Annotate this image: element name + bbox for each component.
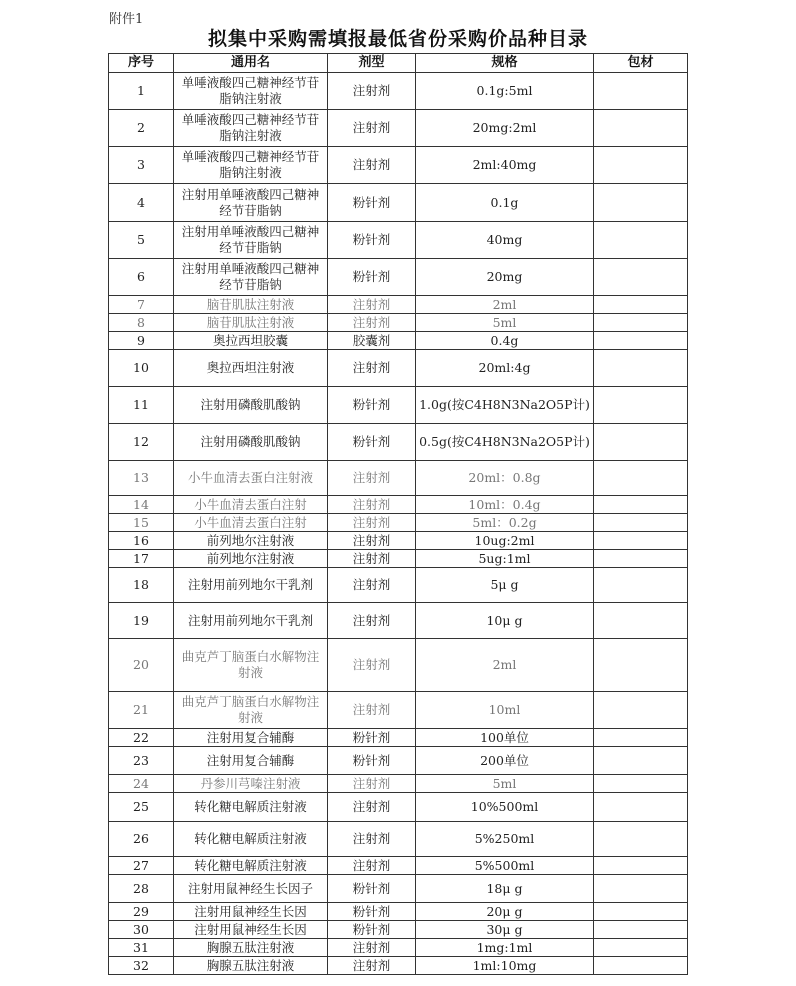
cell-packaging	[594, 639, 688, 692]
cell-dosage-form: 注射剂	[328, 857, 416, 875]
cell-packaging	[594, 314, 688, 332]
cell-packaging	[594, 822, 688, 857]
table-row	[109, 514, 688, 532]
cell-dosage-form: 注射剂	[328, 314, 416, 332]
table-row	[109, 184, 688, 222]
cell-specification: 2ml:40mg	[416, 147, 594, 184]
cell-generic-name: 丹参川芎嗪注射液	[174, 775, 328, 793]
cell-serial-no: 20	[109, 639, 174, 692]
cell-specification: 1mg:1ml	[416, 939, 594, 957]
cell-serial-no: 16	[109, 532, 174, 550]
cell-generic-name: 注射用鼠神经生长因	[174, 903, 328, 921]
cell-dosage-form: 注射剂	[328, 793, 416, 822]
cell-packaging	[594, 857, 688, 875]
cell-generic-name: 单唾液酸四己糖神经节苷脂钠注射液	[174, 73, 328, 110]
cell-packaging	[594, 921, 688, 939]
cell-generic-name: 转化糖电解质注射液	[174, 822, 328, 857]
cell-specification: 1ml:10mg	[416, 957, 594, 975]
cell-packaging	[594, 259, 688, 296]
cell-generic-name: 小牛血清去蛋白注射液	[174, 461, 328, 496]
table-row	[109, 793, 688, 822]
cell-generic-name: 小牛血清去蛋白注射	[174, 514, 328, 532]
cell-packaging	[594, 350, 688, 387]
cell-generic-name: 曲克芦丁脑蛋白水解物注射液	[174, 692, 328, 729]
table-row	[109, 822, 688, 857]
header-packaging: 包材	[594, 54, 688, 73]
cell-generic-name: 注射用磷酸肌酸钠	[174, 387, 328, 424]
cell-generic-name: 胸腺五肽注射液	[174, 939, 328, 957]
header-serial-no: 序号	[109, 54, 174, 73]
cell-packaging	[594, 775, 688, 793]
document-title: 拟集中采购需填报最低省份采购价品种目录	[207, 28, 588, 50]
cell-generic-name: 胸腺五肽注射液	[174, 957, 328, 975]
table-row	[109, 296, 688, 314]
cell-specification: 200单位	[416, 747, 594, 775]
table-row	[109, 957, 688, 975]
table-row	[109, 639, 688, 692]
table-row	[109, 903, 688, 921]
cell-specification: 2ml	[416, 296, 594, 314]
cell-dosage-form: 粉针剂	[328, 424, 416, 461]
cell-packaging	[594, 496, 688, 514]
table-row	[109, 332, 688, 350]
cell-dosage-form: 粉针剂	[328, 222, 416, 259]
cell-dosage-form: 注射剂	[328, 957, 416, 975]
cell-dosage-form: 注射剂	[328, 775, 416, 793]
table-row	[109, 461, 688, 496]
table-row	[109, 692, 688, 729]
table-row	[109, 550, 688, 568]
table-row	[109, 259, 688, 296]
table-row	[109, 857, 688, 875]
cell-generic-name: 注射用前列地尔干乳剂	[174, 603, 328, 639]
cell-serial-no: 31	[109, 939, 174, 957]
cell-dosage-form: 注射剂	[328, 939, 416, 957]
table-row	[109, 147, 688, 184]
cell-dosage-form: 注射剂	[328, 639, 416, 692]
cell-generic-name: 注射用单唾液酸四己糖神经节苷脂钠	[174, 222, 328, 259]
cell-packaging	[594, 110, 688, 147]
cell-serial-no: 28	[109, 875, 174, 903]
cell-packaging	[594, 147, 688, 184]
cell-generic-name: 单唾液酸四己糖神经节苷脂钠注射液	[174, 147, 328, 184]
cell-serial-no: 11	[109, 387, 174, 424]
cell-dosage-form: 注射剂	[328, 350, 416, 387]
cell-dosage-form: 粉针剂	[328, 747, 416, 775]
cell-specification: 5%250ml	[416, 822, 594, 857]
cell-specification: 30μ g	[416, 921, 594, 939]
cell-specification: 20μ g	[416, 903, 594, 921]
cell-packaging	[594, 461, 688, 496]
cell-specification: 5%500ml	[416, 857, 594, 875]
cell-dosage-form: 胶囊剂	[328, 332, 416, 350]
cell-specification: 10ml：0.4g	[416, 496, 594, 514]
cell-dosage-form: 注射剂	[328, 568, 416, 603]
cell-dosage-form: 粉针剂	[328, 387, 416, 424]
cell-specification: 0.4g	[416, 332, 594, 350]
table-row	[109, 568, 688, 603]
cell-generic-name: 奥拉西坦胶囊	[174, 332, 328, 350]
cell-generic-name: 脑苷肌肽注射液	[174, 314, 328, 332]
cell-serial-no: 25	[109, 793, 174, 822]
table-row	[109, 775, 688, 793]
cell-specification: 5μ g	[416, 568, 594, 603]
cell-generic-name: 奥拉西坦注射液	[174, 350, 328, 387]
cell-dosage-form: 注射剂	[328, 110, 416, 147]
cell-dosage-form: 注射剂	[328, 73, 416, 110]
cell-packaging	[594, 603, 688, 639]
cell-packaging	[594, 793, 688, 822]
table-row	[109, 603, 688, 639]
cell-serial-no: 5	[109, 222, 174, 259]
cell-dosage-form: 注射剂	[328, 532, 416, 550]
cell-serial-no: 21	[109, 692, 174, 729]
cell-dosage-form: 注射剂	[328, 514, 416, 532]
cell-specification: 20mg:2ml	[416, 110, 594, 147]
drug-catalog-table	[108, 53, 688, 975]
cell-serial-no: 17	[109, 550, 174, 568]
cell-serial-no: 14	[109, 496, 174, 514]
cell-dosage-form: 注射剂	[328, 822, 416, 857]
cell-serial-no: 9	[109, 332, 174, 350]
cell-serial-no: 10	[109, 350, 174, 387]
cell-serial-no: 23	[109, 747, 174, 775]
cell-dosage-form: 粉针剂	[328, 921, 416, 939]
cell-packaging	[594, 747, 688, 775]
cell-generic-name: 单唾液酸四己糖神经节苷脂钠注射液	[174, 110, 328, 147]
cell-packaging	[594, 184, 688, 222]
cell-specification: 2ml	[416, 639, 594, 692]
cell-serial-no: 4	[109, 184, 174, 222]
cell-serial-no: 19	[109, 603, 174, 639]
cell-packaging	[594, 939, 688, 957]
header-specification: 规格	[416, 54, 594, 73]
cell-specification: 10μ g	[416, 603, 594, 639]
cell-dosage-form: 粉针剂	[328, 184, 416, 222]
cell-packaging	[594, 532, 688, 550]
table-row	[109, 222, 688, 259]
cell-generic-name: 注射用单唾液酸四己糖神经节苷脂钠	[174, 259, 328, 296]
cell-specification: 18μ g	[416, 875, 594, 903]
cell-serial-no: 24	[109, 775, 174, 793]
cell-generic-name: 脑苷肌肽注射液	[174, 296, 328, 314]
table-row	[109, 747, 688, 775]
cell-generic-name: 注射用鼠神经生长因子	[174, 875, 328, 903]
cell-specification: 5ml	[416, 314, 594, 332]
cell-packaging	[594, 387, 688, 424]
cell-packaging	[594, 875, 688, 903]
cell-packaging	[594, 568, 688, 603]
cell-generic-name: 转化糖电解质注射液	[174, 857, 328, 875]
cell-serial-no: 1	[109, 73, 174, 110]
table-row	[109, 110, 688, 147]
cell-packaging	[594, 550, 688, 568]
cell-specification: 20ml:4g	[416, 350, 594, 387]
cell-specification: 5ml：0.2g	[416, 514, 594, 532]
cell-dosage-form: 粉针剂	[328, 903, 416, 921]
cell-dosage-form: 粉针剂	[328, 875, 416, 903]
cell-dosage-form: 注射剂	[328, 603, 416, 639]
cell-specification: 0.1g:5ml	[416, 73, 594, 110]
cell-generic-name: 注射用前列地尔干乳剂	[174, 568, 328, 603]
cell-serial-no: 30	[109, 921, 174, 939]
table-row	[109, 875, 688, 903]
table-row	[109, 921, 688, 939]
attachment-label: 附件1	[109, 12, 144, 27]
cell-specification: 10ug:2ml	[416, 532, 594, 550]
cell-specification: 5ug:1ml	[416, 550, 594, 568]
cell-dosage-form: 注射剂	[328, 461, 416, 496]
cell-generic-name: 前列地尔注射液	[174, 532, 328, 550]
table-row	[109, 532, 688, 550]
cell-packaging	[594, 296, 688, 314]
table-row	[109, 350, 688, 387]
table-row	[109, 73, 688, 110]
cell-packaging	[594, 73, 688, 110]
cell-packaging	[594, 692, 688, 729]
cell-serial-no: 26	[109, 822, 174, 857]
cell-specification: 0.1g	[416, 184, 594, 222]
cell-serial-no: 7	[109, 296, 174, 314]
cell-serial-no: 29	[109, 903, 174, 921]
table-body	[109, 73, 688, 975]
table-row	[109, 314, 688, 332]
table-row	[109, 729, 688, 747]
table-header-row	[109, 54, 688, 73]
header-dosage-form: 剂型	[328, 54, 416, 73]
cell-serial-no: 6	[109, 259, 174, 296]
cell-packaging	[594, 514, 688, 532]
cell-specification: 0.5g(按C4H8N3Na2O5P计)	[416, 424, 594, 461]
cell-serial-no: 8	[109, 314, 174, 332]
cell-dosage-form: 注射剂	[328, 296, 416, 314]
cell-serial-no: 18	[109, 568, 174, 603]
cell-generic-name: 转化糖电解质注射液	[174, 793, 328, 822]
cell-serial-no: 2	[109, 110, 174, 147]
cell-generic-name: 注射用复合辅酶	[174, 729, 328, 747]
cell-specification: 10ml	[416, 692, 594, 729]
cell-serial-no: 32	[109, 957, 174, 975]
cell-dosage-form: 粉针剂	[328, 729, 416, 747]
header-generic-name: 通用名	[174, 54, 328, 73]
cell-dosage-form: 粉针剂	[328, 259, 416, 296]
cell-serial-no: 12	[109, 424, 174, 461]
cell-specification: 5ml	[416, 775, 594, 793]
cell-serial-no: 27	[109, 857, 174, 875]
cell-packaging	[594, 957, 688, 975]
table-row	[109, 424, 688, 461]
cell-specification: 10%500ml	[416, 793, 594, 822]
cell-generic-name: 曲克芦丁脑蛋白水解物注射液	[174, 639, 328, 692]
cell-generic-name: 前列地尔注射液	[174, 550, 328, 568]
cell-packaging	[594, 903, 688, 921]
cell-serial-no: 13	[109, 461, 174, 496]
cell-generic-name: 注射用复合辅酶	[174, 747, 328, 775]
cell-generic-name: 注射用单唾液酸四己糖神经节苷脂钠	[174, 184, 328, 222]
cell-packaging	[594, 729, 688, 747]
cell-packaging	[594, 424, 688, 461]
cell-specification: 1.0g(按C4H8N3Na2O5P计)	[416, 387, 594, 424]
cell-serial-no: 22	[109, 729, 174, 747]
table-row	[109, 387, 688, 424]
cell-specification: 40mg	[416, 222, 594, 259]
cell-dosage-form: 注射剂	[328, 550, 416, 568]
table-row	[109, 496, 688, 514]
table-row	[109, 939, 688, 957]
cell-generic-name: 注射用鼠神经生长因	[174, 921, 328, 939]
cell-dosage-form: 注射剂	[328, 147, 416, 184]
cell-packaging	[594, 222, 688, 259]
cell-specification: 100单位	[416, 729, 594, 747]
cell-generic-name: 注射用磷酸肌酸钠	[174, 424, 328, 461]
cell-dosage-form: 注射剂	[328, 692, 416, 729]
cell-generic-name: 小牛血清去蛋白注射	[174, 496, 328, 514]
cell-dosage-form: 注射剂	[328, 496, 416, 514]
cell-serial-no: 3	[109, 147, 174, 184]
cell-packaging	[594, 332, 688, 350]
cell-specification: 20ml：0.8g	[416, 461, 594, 496]
cell-specification: 20mg	[416, 259, 594, 296]
cell-serial-no: 15	[109, 514, 174, 532]
